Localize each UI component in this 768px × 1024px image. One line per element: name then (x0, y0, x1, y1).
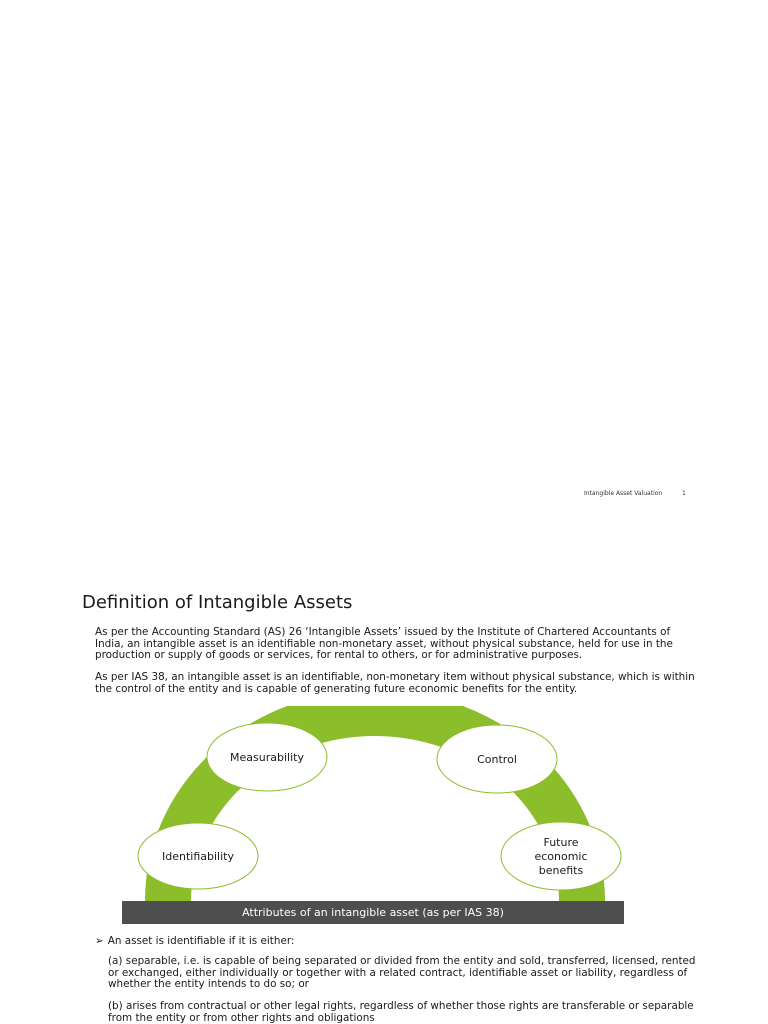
svg-text:economic: economic (534, 850, 588, 863)
svg-text:Control: Control (477, 753, 517, 766)
bullet-text: An asset is identifiable if it is either: (107, 935, 295, 947)
svg-text:Identifiability: Identifiability (162, 850, 234, 863)
node-control (437, 725, 557, 793)
svg-text:Future: Future (543, 836, 579, 849)
footer-title: Intangible Asset Valuation (584, 490, 663, 497)
condition-legal-rights: (b) arises from contractual or other legal rights, regardless of whether those rights are transferable or separable from the entity or from other rights and obligations (108, 1000, 694, 1024)
condition-separable: (a) separable, i.e. is capable of being separated or divided from the entity and sold, transferred, licensed, rented or exchanged, either individually or together with a related contract, identifiable asset or liability, regardless of whether the entity intends to do so; or (108, 955, 696, 991)
paragraph-ias38: As per IAS 38, an intangible asset is an identifiable, non-monetary item without physical substance, which is within the control of the entity and is capable of generating future economic benefits for the entity. (95, 671, 695, 695)
diagram-caption: Attributes of an intangible asset (as per IAS 38) (122, 901, 624, 924)
arrow-bullet-icon: ➢ (95, 935, 104, 947)
bullet-identifiable (95, 935, 294, 947)
svg-text:Measurability: Measurability (230, 751, 304, 764)
page-title: Definition of Intangible Assets (82, 592, 353, 613)
node-measurability (207, 723, 327, 791)
paragraph-as26: As per the Accounting Standard (AS) 26 ‘Intangible Assets’ issued by the Institute of Chartered Accountants of India, an intangible asset is an identifiable non-monetary asset, without physical substance, held for use in the production or supply of goods or services, for rental to others, or for administrative purposes. (95, 626, 673, 662)
node-identifiability (138, 823, 258, 889)
page-number: 1 (682, 490, 686, 497)
svg-text:benefits: benefits (538, 864, 584, 877)
attributes-diagram (120, 706, 630, 902)
node-future-economic-benefits (501, 822, 621, 890)
